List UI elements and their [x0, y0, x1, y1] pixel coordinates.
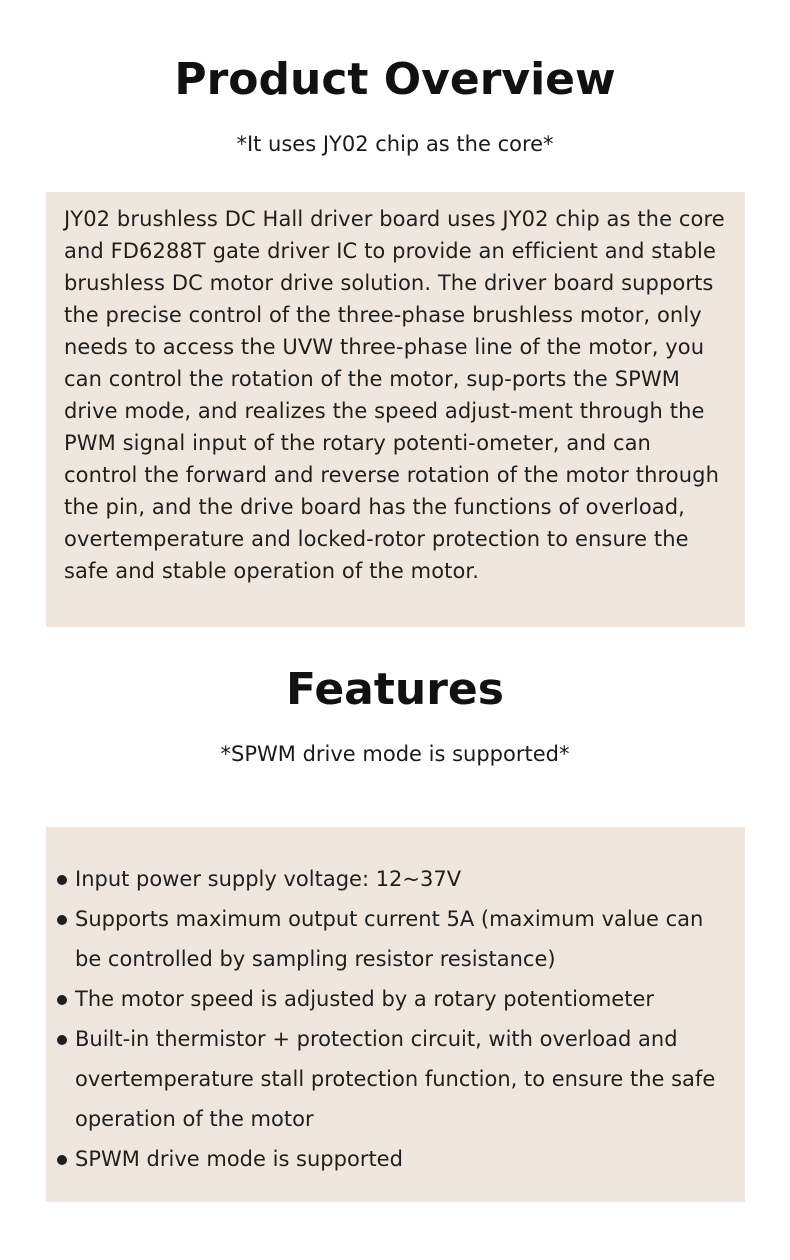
product-overview-panel: [46, 192, 745, 627]
feature-text: The motor speed is adjusted by a rotary potentiometer: [75, 987, 654, 1011]
feature-item: [56, 979, 735, 1019]
product-overview-body: JY02 brushless DC Hall driver board uses JY02 chip as the core and FD6288T gate driver IC to provide an efficient and stable brushless DC motor drive solution. The driver board supports the precise control of the three-phase brushless motor, only needs to access the UVW three-phase line of the motor, you can control the rotation of the motor, sup-ports the SPWM drive mode, and realizes the speed adjust-ment through the PWM signal input of the rotary potenti-ometer, and can control the forward and reverse rotation of the motor through the pin, and the drive board has the functions of overload, overtemperature and locked-rotor protection to ensure the safe and stable operation of the motor.: [64, 207, 725, 583]
feature-item: [56, 859, 735, 899]
feature-text: Input power supply voltage: 12~37V: [75, 867, 462, 891]
features-panel: [46, 827, 745, 1202]
feature-text: SPWM drive mode is supported: [75, 1147, 403, 1171]
feature-item: [56, 1019, 735, 1139]
bullet-icon: [57, 995, 67, 1005]
bullet-icon: [57, 1035, 67, 1045]
feature-item: [56, 1139, 735, 1179]
bullet-icon: [57, 875, 67, 885]
bullet-icon: [57, 1155, 67, 1165]
product-overview-subtitle: *It uses JY02 chip as the core*: [236, 132, 554, 156]
features-title: Features: [286, 664, 504, 715]
features-subtitle: *SPWM drive mode is supported*: [220, 742, 570, 766]
product-overview-title: Product Overview: [174, 54, 616, 105]
feature-text: Supports maximum output current 5A (maximum value can be controlled by sampling resistor resistance): [75, 907, 704, 971]
features-list: [56, 859, 735, 1179]
feature-text: Built-in thermistor + protection circuit, with overload and overtemperature stall protection function, to ensure the safe operation of the motor: [75, 1027, 716, 1131]
bullet-icon: [57, 915, 67, 925]
feature-item: [56, 899, 735, 979]
